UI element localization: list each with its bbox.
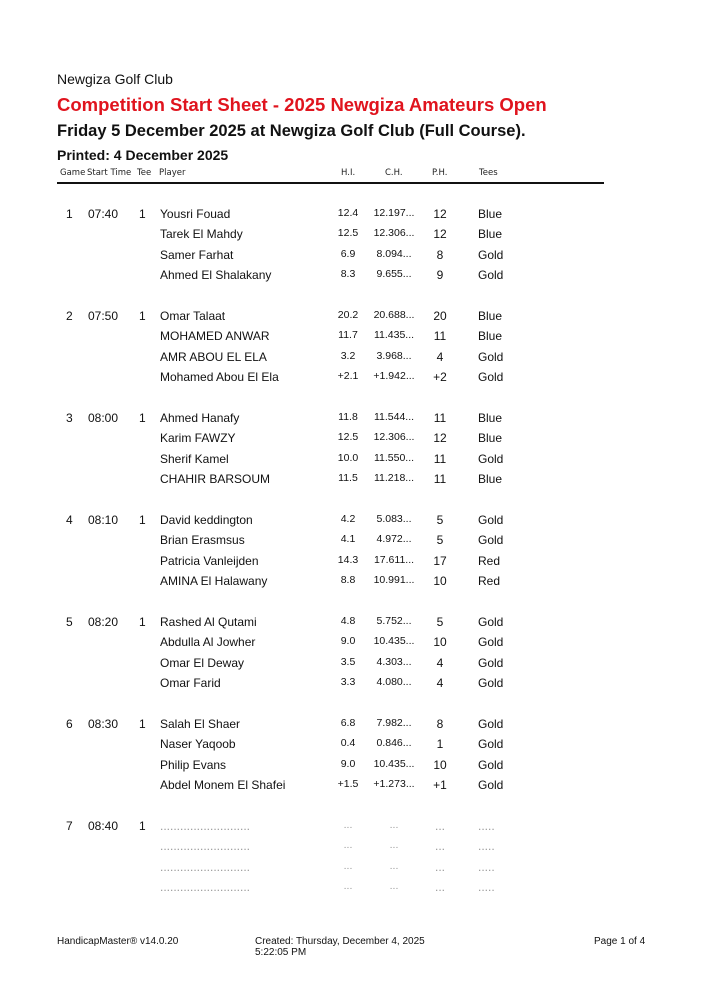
handicap-index: 4.1 [340,533,356,546]
course-handicap: 11.435... [373,329,415,342]
handicap-index: ... [343,880,353,893]
tee-color: ..... [478,880,495,895]
course-handicap: 10.435... [373,635,415,648]
handicap-index: 20.2 [337,309,359,321]
player-name: Abdel Monem El Shafei [160,778,286,793]
tee-color: Blue [478,411,503,425]
tee-color: Blue [478,431,503,446]
handicap-index: 11.8 [338,411,358,423]
start-time: 07:50 [88,309,119,323]
course-handicap: 10.435... [373,757,415,770]
tee-color: Gold [478,615,504,629]
handicap-index: ... [343,859,353,872]
playing-handicap: 5 [436,533,444,548]
footer-created [255,936,425,958]
playing-handicap: 11 [433,329,447,344]
handicap-index: 6.8 [340,717,356,729]
tee-color: Gold [478,533,504,548]
playing-handicap: 10 [433,635,447,650]
course-handicap: 8.094... [376,247,412,260]
footer-created-date: Created: Thursday, December 4, 2025 [255,936,425,947]
col-header-game: Game [60,168,86,178]
playing-handicap: 11 [433,472,447,487]
handicap-index: 10.0 [337,451,359,464]
player-name: Ahmed Hanafy [160,411,240,425]
course-handicap: 12.197... [373,207,415,219]
course-handicap: 4.303... [376,655,412,668]
playing-handicap: 9 [436,268,444,283]
handicap-index: 3.3 [340,676,356,689]
player-name: ........................... [160,880,251,895]
game-number: 6 [66,717,73,731]
col-header-player: Player [159,168,186,178]
player-name: MOHAMED ANWAR [160,329,270,344]
player-name: David keddington [160,513,253,527]
course-handicap: 11.218... [373,472,415,485]
header-divider [57,182,604,184]
course-handicap: ... [389,819,399,831]
handicap-index: 3.5 [340,655,356,668]
playing-handicap: 4 [436,349,444,364]
playing-handicap: +2 [433,370,447,385]
tee-color: Gold [478,513,504,527]
tee-color: Red [478,574,501,589]
tee-color: Gold [478,370,504,385]
playing-handicap: ... [434,859,445,874]
start-time: 08:40 [88,819,119,833]
playing-handicap: 5 [436,615,444,629]
course-handicap: 10.991... [373,574,415,587]
course-handicap: 7.982... [376,717,412,729]
player-name: ........................... [160,859,251,874]
player-name: Karim FAWZY [160,431,236,446]
start-time: 07:40 [88,207,119,221]
start-time: 08:30 [88,717,119,731]
course-handicap: ... [389,839,399,852]
tee-number: 1 [139,513,146,527]
player-name: Omar Talaat [160,309,226,323]
tee-color: Gold [478,757,504,772]
course-handicap: 17.611... [373,553,415,566]
game-number: 2 [66,309,73,323]
handicap-index: 8.3 [340,268,356,281]
handicap-index: 12.4 [337,207,359,219]
handicap-index: +2.1 [337,370,359,383]
game-number: 4 [66,513,73,527]
course-handicap: 5.752... [376,615,412,627]
tee-color: Gold [478,778,504,793]
tee-color: Blue [478,309,503,323]
tee-color: Gold [478,349,504,364]
club-name: Newgiza Golf Club [57,71,173,87]
handicap-index: 6.9 [340,247,356,260]
player-name: Naser Yaqoob [160,737,236,752]
tee-color: Gold [478,655,504,670]
printed-date: Printed: 4 December 2025 [57,147,229,163]
player-name: Tarek El Mahdy [160,227,243,242]
col-header-tees: Tees [479,168,498,178]
player-name: Salah El Shaer [160,717,241,731]
player-name: Rashed Al Qutami [160,615,257,629]
player-name: Samer Farhat [160,247,234,262]
playing-handicap: 5 [436,513,444,527]
handicap-index: 12.5 [337,227,359,240]
course-handicap: 20.688... [373,309,415,321]
player-name: CHAHIR BARSOUM [160,472,271,487]
col-header-ph: P.H. [432,168,448,178]
col-header-ch: C.H. [385,168,403,178]
col-header-tee: Tee [137,168,152,178]
tee-color: ..... [478,839,495,854]
handicap-index: 4.8 [340,615,356,627]
course-handicap: +1.942... [373,370,415,383]
tee-number: 1 [139,207,146,221]
course-handicap: 3.968... [376,349,412,362]
handicap-index: 4.2 [340,513,356,525]
tee-color: ..... [478,819,495,833]
course-handicap: 0.846... [376,737,412,750]
tee-color: Blue [478,329,503,344]
start-time: 08:20 [88,615,119,629]
playing-handicap: 10 [433,757,447,772]
document-title: Competition Start Sheet - 2025 Newgiza Amateurs Open [57,94,547,115]
player-name: Yousri Fouad [160,207,231,221]
playing-handicap: 11 [433,451,447,466]
player-name: Omar El Deway [160,655,245,670]
tee-color: Blue [478,207,503,221]
playing-handicap: 1 [436,737,444,752]
course-handicap: 12.306... [373,431,415,444]
course-handicap: 4.972... [376,533,412,546]
playing-handicap: 12 [433,207,447,221]
tee-number: 1 [139,717,146,731]
footer-created-time: 5:22:05 PM [255,947,307,958]
playing-handicap: 4 [436,655,444,670]
course-handicap: ... [389,880,399,893]
tee-color: Red [478,553,501,568]
handicap-index: ... [343,839,353,852]
handicap-index: 0.4 [340,737,356,750]
playing-handicap: 8 [436,717,444,731]
col-header-hi: H.I. [341,168,356,178]
player-name: Philip Evans [160,757,227,772]
player-name: AMR ABOU EL ELA [160,349,267,364]
tee-color: Gold [478,717,504,731]
player-name: Abdulla Al Jowher [160,635,256,650]
course-handicap: 9.655... [376,268,412,281]
playing-handicap: 4 [436,676,444,691]
player-name: Patricia Vanleijden [160,553,259,568]
playing-handicap: ... [434,880,445,895]
tee-color: Gold [478,635,504,650]
tee-number: 1 [139,615,146,629]
course-handicap: 5.083... [376,513,412,525]
game-number: 3 [66,411,73,425]
course-handicap: 4.080... [376,676,412,689]
course-handicap: 11.544... [373,411,415,423]
tee-color: Gold [478,247,504,262]
tee-number: 1 [139,411,146,425]
handicap-index: 11.7 [338,329,358,342]
playing-handicap: ... [434,819,445,833]
course-handicap: +1.273... [373,778,415,791]
tee-color: Blue [478,472,503,487]
playing-handicap: 11 [433,411,447,425]
game-number: 5 [66,615,73,629]
footer-software: HandicapMaster® v14.0.20 [57,936,179,947]
footer-page-number: Page 1 of 4 [594,936,646,947]
handicap-index: ... [343,819,353,831]
playing-handicap: +1 [433,778,447,793]
handicap-index: 3.2 [340,349,356,362]
start-time: 08:10 [88,513,119,527]
handicap-index: 8.8 [340,574,356,587]
player-name: Mohamed Abou El Ela [160,370,279,385]
tee-number: 1 [139,309,146,323]
tee-color: Gold [478,676,504,691]
playing-handicap: 12 [433,227,447,242]
playing-handicap: 20 [433,309,447,323]
handicap-index: +1.5 [337,778,359,791]
game-number: 7 [66,819,73,833]
player-name: Brian Erasmsus [160,533,245,548]
handicap-index: 11.5 [338,472,358,485]
playing-handicap: 10 [433,574,447,589]
player-name: Ahmed El Shalakany [160,268,272,283]
tee-color: Blue [478,227,503,242]
event-subtitle: Friday 5 December 2025 at Newgiza Golf Club (Full Course). [57,122,526,140]
course-handicap: 11.550... [373,451,415,464]
playing-handicap: 17 [433,553,447,568]
player-name: AMINA El Halawany [160,574,268,589]
player-name: Sherif Kamel [160,451,229,466]
tee-color: Gold [478,268,504,283]
playing-handicap: 8 [436,247,444,262]
handicap-index: 9.0 [340,635,356,648]
player-name: Omar Farid [160,676,221,691]
playing-handicap: 12 [433,431,447,446]
game-number: 1 [66,207,73,221]
tee-color: Gold [478,737,504,752]
playing-handicap: ... [434,839,445,854]
tee-color: Gold [478,451,504,466]
start-time: 08:00 [88,411,119,425]
handicap-index: 14.3 [337,553,359,566]
player-name: ........................... [160,839,251,854]
player-name: ........................... [160,819,251,833]
handicap-index: 9.0 [340,757,356,770]
tee-color: ..... [478,859,495,874]
course-handicap: ... [389,859,399,872]
course-handicap: 12.306... [373,227,415,240]
tee-number: 1 [139,819,146,833]
col-header-start-time: Start Time [87,168,132,178]
handicap-index: 12.5 [337,431,359,444]
